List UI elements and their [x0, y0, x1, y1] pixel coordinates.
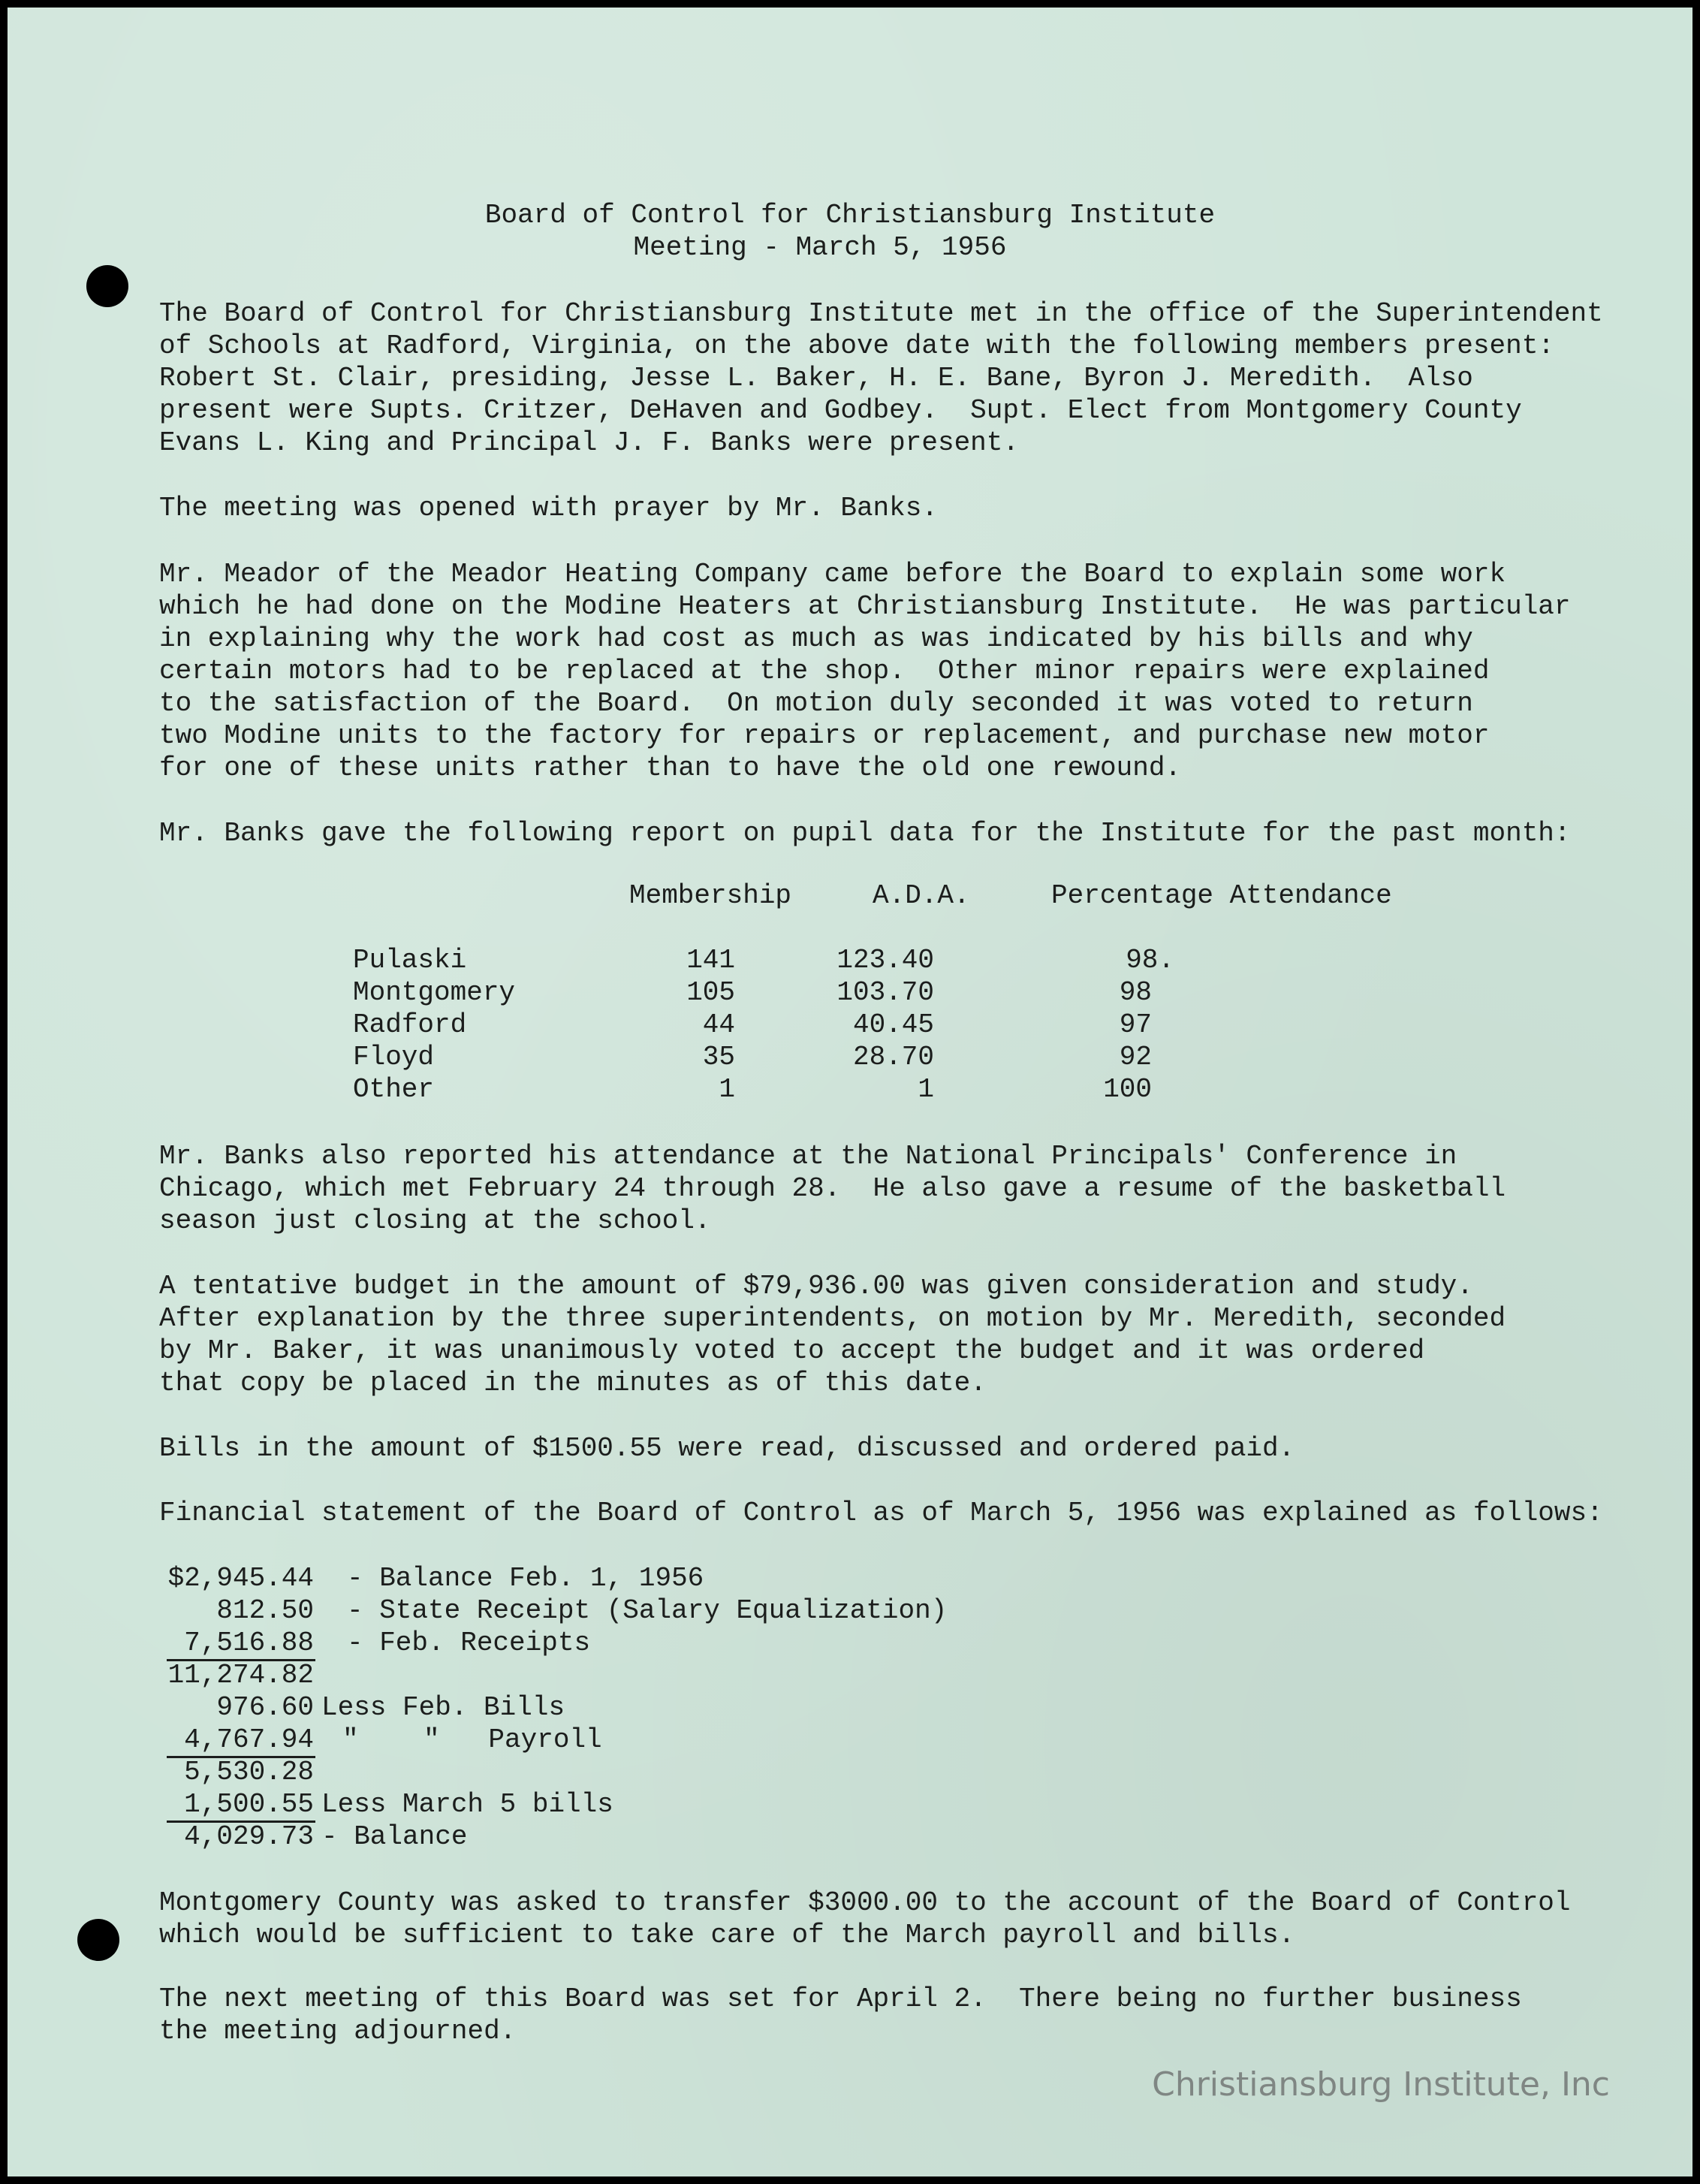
column-header-percentage: Percentage Attendance	[1051, 880, 1392, 911]
percentage-value: 97	[1119, 1009, 1152, 1040]
county-name: Other	[353, 1074, 435, 1105]
financial-line	[8, 1757, 1692, 1789]
table-row	[8, 945, 1692, 977]
county-name: Floyd	[353, 1042, 435, 1072]
punch-hole-bottom	[77, 1919, 119, 1961]
financial-amount: 1,500.55	[184, 1789, 314, 1820]
financial-line	[8, 1563, 1692, 1595]
financial-amount: $2,945.44	[167, 1563, 314, 1594]
paragraph-financial-intro: Financial statement of the Board of Control as of March 5, 1956 was explained as follows:	[159, 1498, 1603, 1528]
paragraph-attendance: The Board of Control for Christiansburg Institute met in the office of the Superintendent of Schools at Radford, Virginia, on the above date with the following members present: Robert St. Clair, presiding, Jesse L. Baker, H. E. Bane, Byron J. Meredith. Also present were Supts. Critzer, DeHaven and Godbey. Supt. Elect from Montgomery County Evans L. King and Principal J. F. Banks were present.	[159, 298, 1603, 458]
financial-amount: 4,767.94	[184, 1724, 314, 1755]
financial-line	[8, 1627, 1692, 1660]
financial-line	[8, 1724, 1692, 1757]
table-row	[8, 1042, 1692, 1074]
document-title: Board of Control for Christiansburg Institute	[484, 200, 1216, 231]
punch-hole-top	[86, 265, 128, 307]
financial-description: - Balance Feb. 1, 1956	[347, 1563, 704, 1594]
financial-description: " " Payroll	[342, 1724, 602, 1755]
paragraph-budget: A tentative budget in the amount of $79,936.00 was given consideration and study. After explanation by the three superintendents, on motion by Mr. Meredith, seconded by Mr. Baker, it was unanimously voted to accept the budget and it was ordered that copy be placed in the minutes as of this date.	[159, 1271, 1506, 1398]
financial-amount: 7,516.88	[184, 1627, 314, 1658]
financial-amount: 812.50	[216, 1595, 314, 1626]
county-name: Radford	[353, 1009, 467, 1040]
document-page	[8, 8, 1692, 2176]
percentage-value: 98.	[1126, 945, 1174, 976]
financial-line	[8, 1692, 1692, 1724]
financial-line	[8, 1789, 1692, 1821]
paragraph-pupil-report: Mr. Banks gave the following report on pupil data for the Institute for the past month:	[159, 818, 1571, 849]
financial-description: Less March 5 bills	[321, 1789, 613, 1820]
financial-line	[8, 1660, 1692, 1692]
percentage-value: 92	[1119, 1042, 1152, 1072]
paragraph-transfer: Montgomery County was asked to transfer $3000.00 to the account of the Board of Control which would be sufficient to take care of the March payroll and bills.	[159, 1887, 1571, 1950]
financial-amount: 5,530.28	[184, 1757, 314, 1787]
column-header-membership: Membership	[629, 880, 792, 911]
ada-value: 40.45	[852, 1009, 934, 1040]
table-row	[8, 977, 1692, 1009]
percentage-value: 98	[1119, 977, 1152, 1008]
watermark-text: Christiansburg Institute, Inc	[1152, 2065, 1610, 2104]
column-header-ada: A.D.A.	[873, 880, 970, 911]
membership-value: 44	[702, 1009, 735, 1040]
ada-value: 103.70	[836, 977, 934, 1008]
paragraph-prayer: The meeting was opened with prayer by Mr. Banks.	[159, 493, 938, 523]
financial-description: - Balance	[321, 1821, 468, 1852]
county-name: Pulaski	[353, 945, 467, 976]
membership-value: 105	[686, 977, 735, 1008]
paragraph-bills: Bills in the amount of $1500.55 were read, discussed and ordered paid.	[159, 1433, 1295, 1464]
financial-amount: 4,029.73	[184, 1821, 314, 1852]
ada-value: 28.70	[852, 1042, 934, 1072]
membership-value: 35	[702, 1042, 735, 1072]
financial-line	[8, 1595, 1692, 1627]
ada-value: 1	[918, 1074, 934, 1105]
financial-amount: 976.60	[216, 1692, 314, 1723]
membership-value: 1	[719, 1074, 735, 1105]
paragraph-conference: Mr. Banks also reported his attendance at the National Principals' Conference in Chicago, which met February 24 through 28. He also gave a resume of the basketball season just closing at the school.	[159, 1141, 1506, 1236]
paragraph-heating: Mr. Meador of the Meador Heating Company came before the Board to explain some work which he had done on the Modine Heaters at Christiansburg Institute. He was particular in explaining why the work had cost as much as was indicated by his bills and why certain motors had to be replaced at the shop. Other minor repairs were explained to the satisfaction of the Board. On motion duly seconded it was voted to return two Modine units to the factory for repairs or replacement, and purchase new motor for one of these units rather than to have the old one rewound.	[159, 559, 1571, 783]
meeting-date: Meeting - March 5, 1956	[633, 232, 1007, 263]
financial-amount: 11,274.82	[167, 1660, 314, 1691]
paragraph-adjourn: The next meeting of this Board was set for April 2. There being no further business the meeting adjourned.	[159, 1983, 1522, 2047]
ada-value: 123.40	[836, 945, 934, 976]
table-row	[8, 1009, 1692, 1042]
financial-description: - State Receipt (Salary Equalization)	[347, 1595, 948, 1626]
table-row	[8, 1074, 1692, 1106]
financial-description: - Feb. Receipts	[347, 1627, 591, 1658]
membership-value: 141	[686, 945, 735, 976]
percentage-value: 100	[1103, 1074, 1152, 1105]
county-name: Montgomery	[353, 977, 516, 1008]
financial-description: Less Feb. Bills	[321, 1692, 565, 1723]
financial-line	[8, 1821, 1692, 1854]
